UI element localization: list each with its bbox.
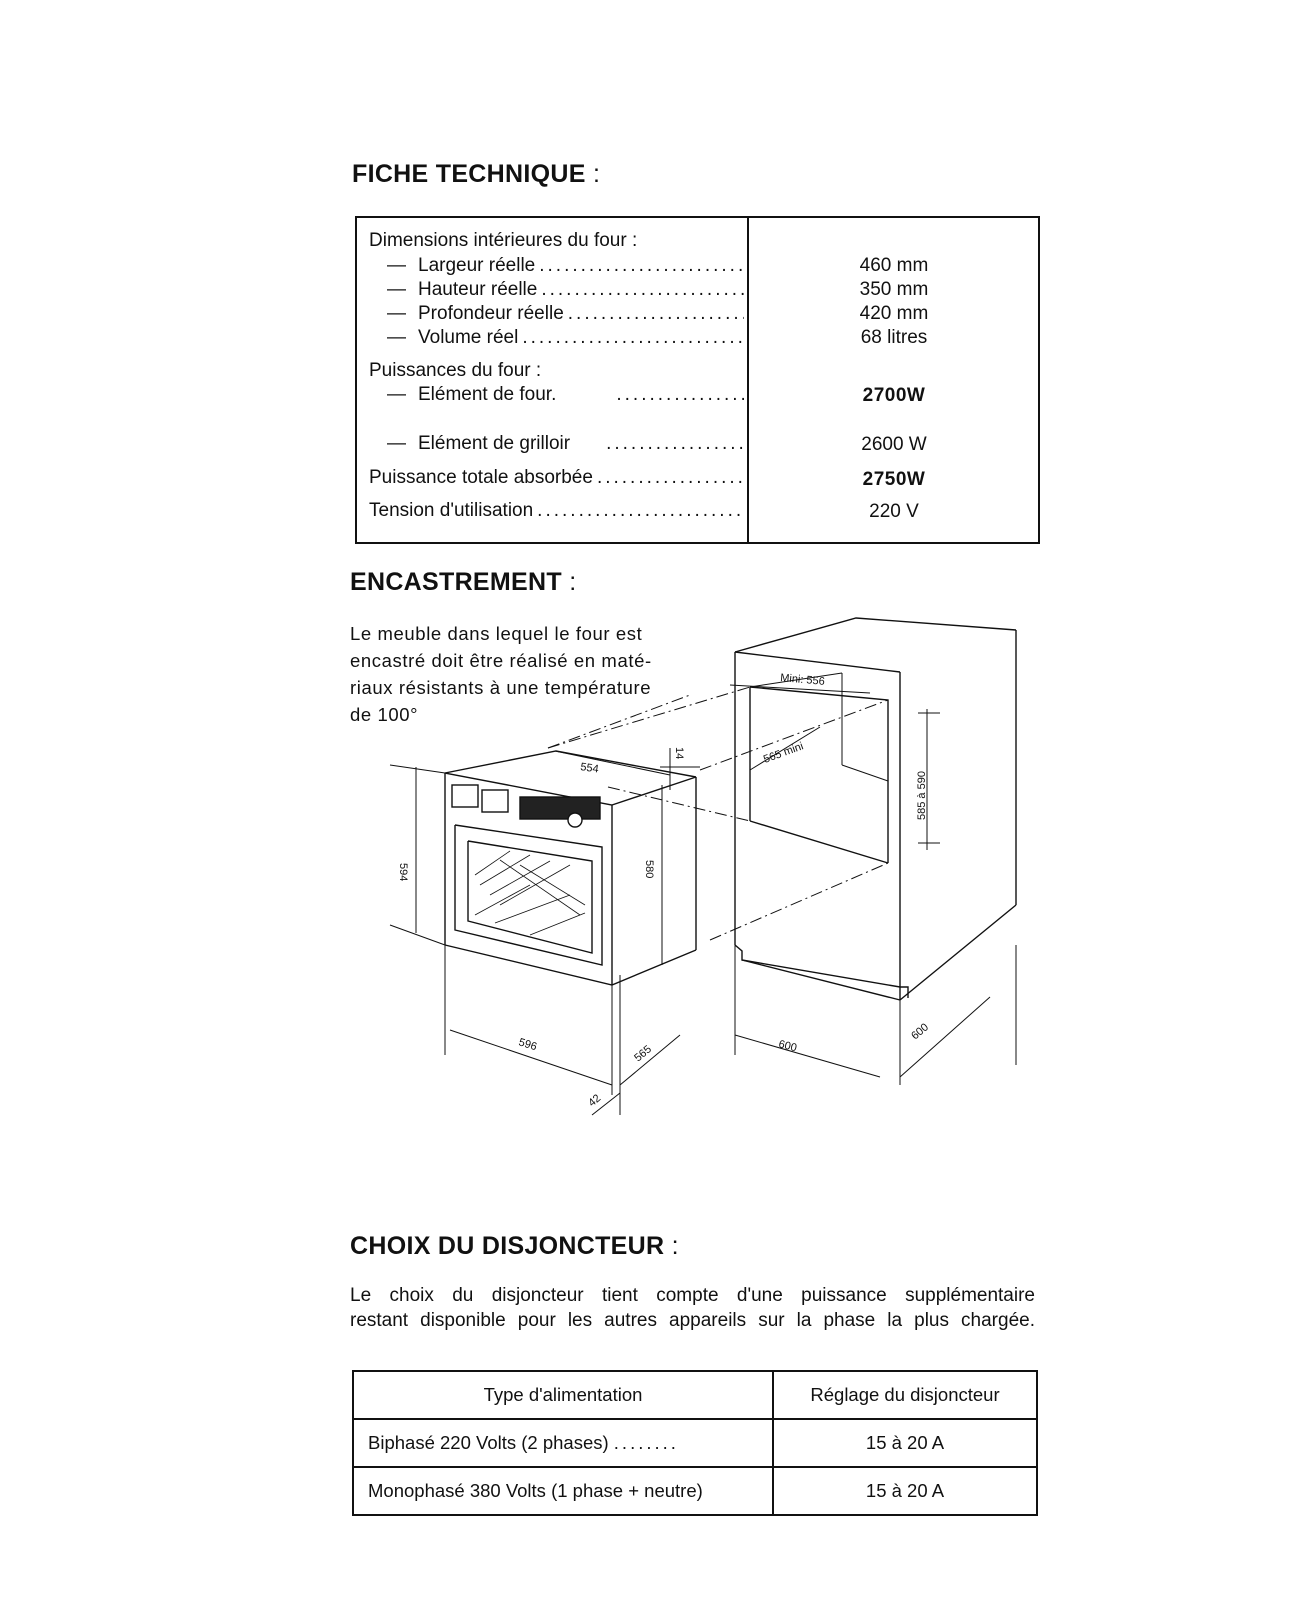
- spec-value-largeur: 460 mm: [859, 255, 929, 276]
- spec-table: [355, 216, 1040, 544]
- dim-oven-side: 565: [632, 1043, 654, 1065]
- spec-label-element-four: — Elément de four. .....: [387, 384, 744, 406]
- dims-header: Dimensions intérieures du four :: [369, 230, 638, 251]
- col-header-reglage: Réglage du disjoncteur: [773, 1371, 1037, 1419]
- disjoncteur-table: [352, 1370, 1038, 1516]
- cell-type-monophase: Monophasé 380 Volts (1 phase + neutre): [353, 1467, 773, 1515]
- spec-label-hauteur: — Hauteur réelle .....: [387, 279, 744, 301]
- spec-label-puissance-totale: Puissance totale absorbée .....: [369, 467, 744, 489]
- table-row: [353, 1371, 1037, 1419]
- spec-value-tension: 220 V: [869, 501, 919, 522]
- dimension-lines: [390, 685, 1016, 1115]
- spec-value-puissance-totale: 2750W: [862, 469, 926, 490]
- dim-cab-depth-mini: 565 mini: [761, 740, 806, 766]
- dim-cab-height: 585 à 590: [916, 771, 928, 820]
- dim-oven-depth: 554: [579, 761, 600, 776]
- dim-cab-width: 600: [777, 1038, 798, 1055]
- spec-label-tension: Tension d'utilisation .....: [369, 500, 744, 522]
- encastrement-line: de 100°: [350, 704, 419, 725]
- dim-inner-height: 580: [643, 860, 655, 879]
- spec-value-element-four: 2700W: [862, 385, 926, 406]
- encastrement-line: riaux résistants à une température: [350, 677, 652, 698]
- table-row: [353, 1467, 1037, 1515]
- spec-label-largeur: — Largeur réelle .....: [387, 255, 744, 277]
- fiche-technique-heading: FICHE TECHNIQUE :: [352, 160, 601, 188]
- dim-cab-width-mini: Mini: 556: [779, 672, 826, 688]
- dim-front-offset: 42: [586, 1092, 604, 1110]
- spec-value-profondeur: 420 mm: [859, 303, 929, 324]
- encastrement-heading: ENCASTREMENT :: [350, 568, 577, 596]
- col-header-type: Type d'alimentation: [353, 1371, 773, 1419]
- cell-type-biphase: Biphasé 220 Volts (2 phases) ........: [353, 1419, 773, 1467]
- installation-drawing: [380, 615, 1020, 1155]
- cell-reglage-biphase: 15 à 20 A: [773, 1419, 1037, 1467]
- dim-oven-top: 14: [673, 747, 685, 760]
- spec-value-volume: 68 litres: [860, 327, 928, 348]
- spec-label-profondeur: — Profondeur réelle .....: [387, 303, 744, 325]
- spec-value-hauteur: 350 mm: [859, 279, 929, 300]
- spec-label-element-grilloir: — Elément de grilloir .....: [387, 433, 744, 455]
- encastrement-line: encastré doit être réalisé en maté-: [350, 650, 652, 671]
- cabinet-drawing: [735, 618, 1016, 1000]
- disjoncteur-text-line: restant disponible pour les autres appareils sur la phase la plus chargée.: [350, 1310, 1035, 1331]
- disjoncteur-text-line: Le choix du disjoncteur tient compte d'une puissance supplémentaire: [350, 1285, 1035, 1306]
- oven-drawing: [445, 751, 696, 985]
- dim-oven-height: 594: [397, 863, 409, 882]
- dim-oven-width: 596: [517, 1036, 539, 1054]
- spec-label-volume: — Volume réel .....: [387, 327, 744, 349]
- encastrement-line: Le meuble dans lequel le four est: [350, 623, 643, 644]
- disjoncteur-text: [350, 1283, 1035, 1333]
- spec-value-element-grilloir: 2600 W: [861, 434, 927, 455]
- puissances-header: Puissances du four :: [369, 360, 542, 381]
- table-row: [353, 1419, 1037, 1467]
- disjoncteur-heading: CHOIX DU DISJONCTEUR :: [350, 1232, 679, 1260]
- dim-cab-depth: 600: [909, 1021, 931, 1043]
- cell-reglage-monophase: 15 à 20 A: [773, 1467, 1037, 1515]
